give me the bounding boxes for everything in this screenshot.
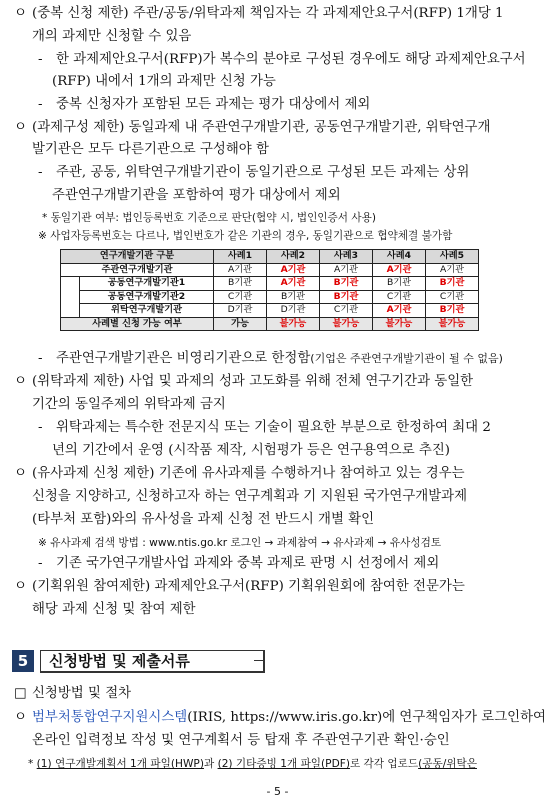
table-cell: C기관 [320,304,373,318]
bullet: - [38,52,43,67]
table-header-cell: 사례5 [426,250,479,264]
section-divider [254,660,264,661]
table-header-cell: 사례1 [214,250,267,264]
bullet: - [38,97,43,112]
indent-cell [61,304,80,318]
text-line: ㅇ (중복 신청 제한) 주관/공동/위탁과제 책임자는 각 과제제안요구서(RFP) 1개당 1 [14,6,504,21]
bullet: - [38,556,43,571]
table-header-cell: 사례4 [373,250,426,264]
text-line: ㅇ (유사과제 신청 제한) 기존에 유사과제를 수행하거나 참여하고 있는 경우는 [14,466,465,481]
table-cell: 불가능 [267,317,320,331]
row-label: 공동연구개발기관2 [80,290,214,304]
page-number: - 5 - [266,785,289,798]
text-line: - 주관연구개발기관은 비영리기관으로 한정함(기업은 주관연구개발기관이 될 수 없음) [38,351,503,366]
text-line: - 주관, 공동, 위탁연구개발기관이 동일기관으로 구성된 모든 과제는 상위 [38,165,470,180]
text-line: ㅇ (기획위원 참여제한) 과제제안요구서(RFP) 기획위원회에 참여한 전문가는 [14,579,465,594]
text-line: 개의 과제만 신청할 수 있음 [32,29,192,44]
text-line: - 기존 국가연구개발사업 과제와 중복 과제로 판명 시 선정에서 제외 [38,556,440,571]
table-cell: A기관 [373,304,426,318]
bullet: ㅇ [14,579,27,594]
indent-cell [61,277,80,291]
checkbox-square-icon: □ [14,686,27,701]
table-cell: 불가능 [320,317,373,331]
table-row [61,290,479,304]
table-cell: B기관 [320,277,373,291]
section-title: 신청방법 및 제출서류 [40,650,265,673]
text-line: 발기관은 모두 다른기관으로 구성해야 함 [32,142,269,157]
text-line: 해당 과제 신청 및 참여 제한 [32,602,196,617]
note-similar-search: ※ 유사과제 검색 방법 : www.ntis.go.kr 로그인 → 과제참여 → 유사과제 → 유사성검토 [38,537,442,549]
table-header-cell: 사례3 [320,250,373,264]
case-table [60,249,479,331]
text-line: 신청을 지양하고, 신청하고자 하는 연구계획과 기 지원된 국가연구개발과제 [32,489,468,504]
bullet: - [38,165,43,180]
table-cell: 불가능 [373,317,426,331]
bullet: - [38,420,43,435]
table-cell: D기관 [267,304,320,318]
bullet: ㅇ [14,6,27,21]
note-business-number: ※ 사업자등록번호는 다르나, 법인번호가 같은 기관의 경우, 동일기관으로 협약체결 불가함 [38,230,453,242]
table-cell: 가능 [214,317,267,331]
section-number: 5 [12,650,34,672]
row-label: 주관연구개발기관 [61,263,214,277]
note-same-institution: * 동일기관 여부: 법인등록번호 기준으로 판단(협약 시, 법인인증서 사용) [42,212,376,224]
table-cell: B기관 [267,290,320,304]
table-header-row [61,250,479,264]
row-label: 공동연구개발기관1 [80,277,214,291]
text-line: ㅇ (위탁과제 제한) 사업 및 과제의 성과 고도화를 위해 전체 연구기간과 동일한 [14,374,474,389]
text-line: 주관연구개발기관을 포함하여 평가 대상에서 제외 [52,188,341,203]
bullet: ㅇ [14,120,27,135]
text-line: 온라인 입력정보 작성 및 연구계획서 등 탑재 후 주관연구기관 확인·승인 [32,733,450,748]
text-line: - 한 과제제안요구서(RFP)가 복수의 분야로 구성된 경우에도 해당 과제제안요구서 [38,52,526,67]
bullet: ㅇ [14,466,27,481]
row-label: 사례별 신청 가능 여부 [61,317,214,331]
footnote: * (1) 연구개발계획서 1개 파일(HWP)과 (2) 기타증빙 1개 파일(PDF)로 각각 업로드(공동/위탁은 [28,758,477,770]
text-line: 년의 기간에서 운영 (시작품 제작, 시험평가 등은 연구용역으로 추진) [52,443,451,458]
table-cell: D기관 [214,304,267,318]
table-cell: C기관 [373,290,426,304]
bullet: - [38,351,43,366]
table-cell: B기관 [214,277,267,291]
table-cell: C기관 [214,290,267,304]
row-label: 위탁연구개발기관 [80,304,214,318]
indent-cell [61,290,80,304]
table-row-result [61,317,479,331]
table-row [61,277,479,291]
text-line: ㅇ 범부처통합연구지원시스템(IRIS, https://www.iris.go.kr)에 연구책임자가 로그인하여 [14,710,546,725]
iris-link[interactable]: 범부처통합연구지원시스템 [32,710,188,725]
table-cell: A기관 [320,263,373,277]
text-line: - 위탁과제는 특수한 전문지식 또는 기술이 필요한 부분으로 한정하여 최대 2 [38,420,491,435]
table-cell: B기관 [426,277,479,291]
text-line: - 중복 신청자가 포함된 모든 과제는 평가 대상에서 제외 [38,97,371,112]
table-cell: B기관 [320,290,373,304]
table-cell: A기관 [214,263,267,277]
text-line: ㅇ (과제구성 제한) 동일과제 내 주관연구개발기관, 공동연구개발기관, 위탁연구개 [14,120,491,135]
table-cell: A기관 [373,263,426,277]
table-cell: A기관 [267,277,320,291]
table-row [61,304,479,318]
table-cell: 불가능 [426,317,479,331]
table-row [61,263,479,277]
table-cell: A기관 [426,263,479,277]
text-line: (타부처 포함)와의 유사성을 과제 신청 전 반드시 개별 확인 [32,512,375,527]
sub-heading: □ 신청방법 및 절차 [14,686,132,701]
text-line: 기간의 동일주제의 위탁과제 금지 [32,397,226,412]
table-header-cell: 연구개발기관 구분 [61,250,214,264]
table-header-cell: 사례2 [267,250,320,264]
bullet: ㅇ [14,710,27,725]
table-cell: C기관 [426,290,479,304]
table-cell: B기관 [373,277,426,291]
table-cell: A기관 [267,263,320,277]
table-cell: B기관 [426,304,479,318]
bullet: ㅇ [14,374,27,389]
text-line: (RFP) 내에서 1개의 과제만 신청 가능 [52,74,276,89]
